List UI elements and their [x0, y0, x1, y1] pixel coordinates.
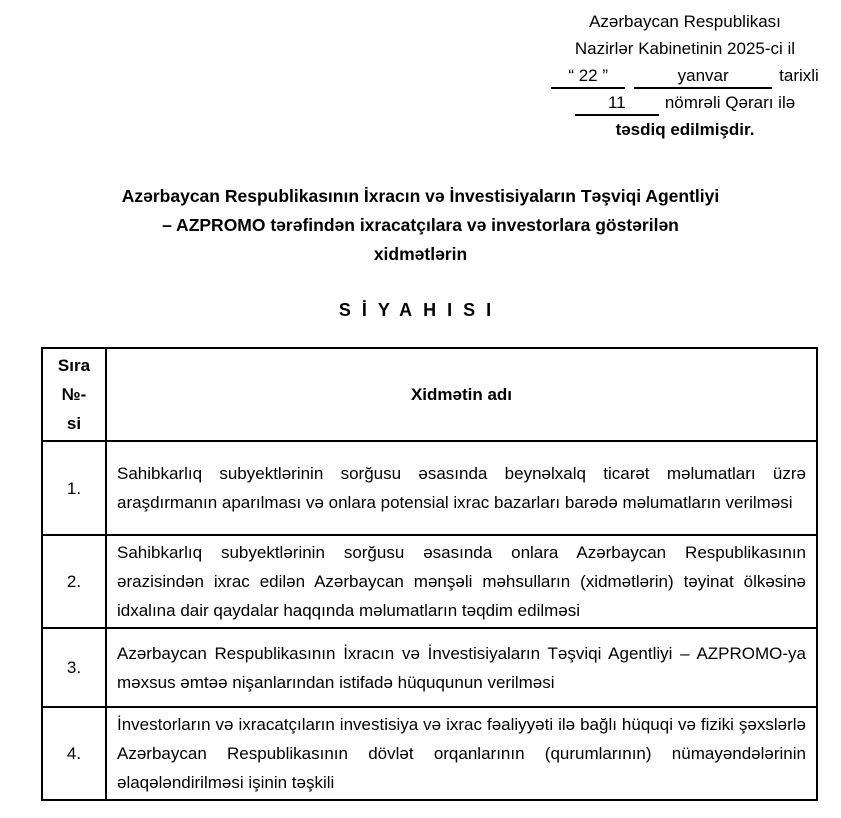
table-row	[42, 628, 817, 707]
approval-line-2: Nazirlər Kabinetinin 2025-ci il	[574, 39, 796, 58]
row-service-cell: Sahibkarlıq subyektlərinin sorğusu əsasında beynəlxalq ticarət məlumatları üzrə araşdırmanın aparılması və onlara potensial ixrac bazarları barədə məlumatların verilməsi	[106, 441, 817, 535]
header-cell-service: Xidmətin adı	[106, 348, 817, 441]
list-heading: SİYAHISI	[338, 300, 503, 320]
header-number-line-3: si	[66, 414, 82, 433]
header-cell-number	[42, 348, 106, 441]
header-number-line-1: Sıra	[57, 356, 91, 375]
approval-day-blank: “ 22 ”	[551, 65, 625, 89]
services-table	[41, 347, 818, 801]
document-title-line-3: xidmətlərin	[373, 244, 468, 264]
row-number-cell: 1.	[42, 441, 106, 535]
row-number-cell: 2.	[42, 535, 106, 628]
approval-month-blank: yanvar	[634, 65, 772, 89]
approval-number-blank: 11	[575, 92, 659, 116]
row-service-cell: İnvestorların və ixracatçıların investisiya və ixrac fəaliyyəti ilə bağlı hüquqi və fiziki şəxslərlə Azərbaycan Respublikasının dövlət orqanlarının (qurumlarının) nümayəndələrinin əlaqələndirilməsi işinin təşkili	[106, 707, 817, 800]
document-title-line-2: – AZPROMO tərəfindən ixracatçılara və investorlara göstərilən	[162, 215, 679, 235]
approval-block	[537, 8, 833, 143]
table-row	[42, 535, 817, 628]
approval-date-word: tarixli	[779, 66, 819, 85]
document-title	[0, 182, 841, 269]
approval-number-suffix: nömrəli Qərarı ilə	[664, 93, 796, 112]
approval-approved-line: təsdiq edilmişdir.	[615, 120, 755, 139]
approval-line-4	[537, 89, 833, 116]
header-number-line-2: №-	[61, 385, 87, 404]
row-number-cell: 3.	[42, 628, 106, 707]
row-service-cell: Azərbaycan Respublikasının İxracın və İnvestisiyaların Təşviqi Agentliyi – AZPROMO-ya məxsus əmtəə nişanlarından istifadə hüququnun verilməsi	[106, 628, 817, 707]
document-title-line-1: Azərbaycan Respublikasının İxracın və İnvestisiyaların Təşviqi Agentliyi	[121, 186, 720, 206]
approval-line-3	[537, 62, 833, 89]
row-number-cell: 4.	[42, 707, 106, 800]
row-service-cell: Sahibkarlıq subyektlərinin sorğusu əsasında onlara Azərbaycan Respublikasının ərazisindən ixrac edilən Azərbaycan mənşəli məhsulların (xidmətlərin) təyinat ölkəsinə idxalına dair qaydalar haqqında məlumatların təqdim edilməsi	[106, 535, 817, 628]
table-row	[42, 707, 817, 800]
table-row	[42, 441, 817, 535]
approval-line-1: Azərbaycan Respublikası	[589, 12, 781, 31]
table-header-row	[42, 348, 817, 441]
